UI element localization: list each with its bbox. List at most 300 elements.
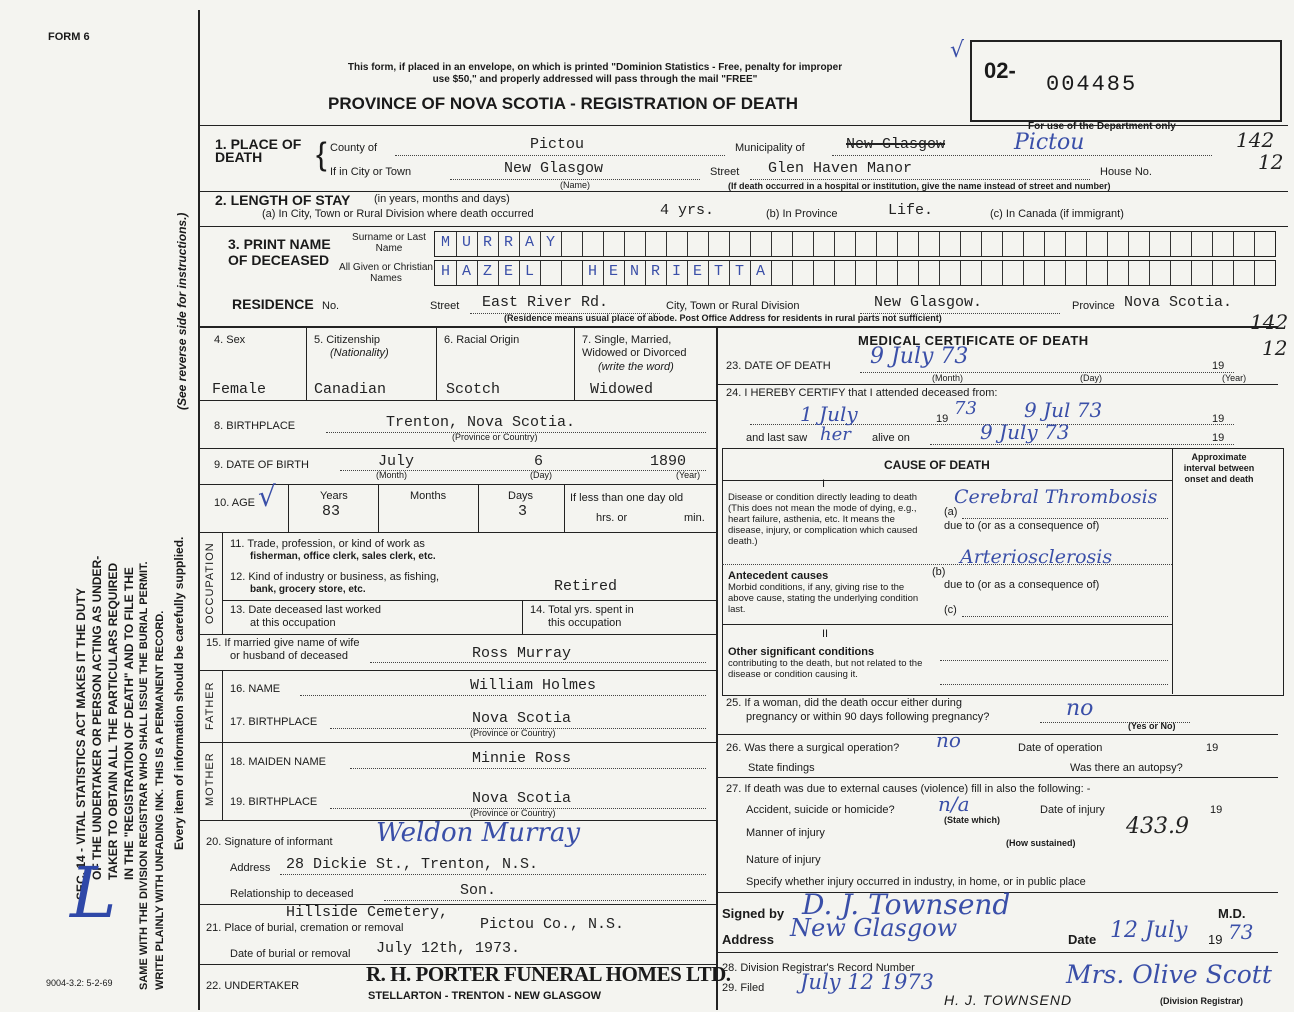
brace: { <box>316 136 327 172</box>
grid-cell-divider <box>939 232 940 256</box>
vertical-rule <box>574 326 575 400</box>
due-to-a: due to (or as a consequence of) <box>944 520 1100 532</box>
attended-from: 1 July <box>800 402 858 426</box>
grid-cell-divider <box>1044 261 1045 285</box>
informant-address: 28 Dickie St., Trenton, N.S. <box>286 856 539 873</box>
relationship-label: Relationship to deceased <box>230 888 354 900</box>
residence-province: Nova Scotia. <box>1124 294 1233 311</box>
relationship-value: Son. <box>460 882 497 899</box>
q22-label: 22. UNDERTAKER <box>206 980 300 992</box>
mother-maiden-value: Minnie Ross <box>472 750 572 767</box>
stay-a-label: (a) In City, Town or Rural Division where death occurred <box>262 208 534 220</box>
grid-cell-divider <box>1044 232 1045 256</box>
margin-code-d: 12 <box>1262 336 1288 360</box>
other-conditions-title: Other significant conditions <box>728 646 875 658</box>
min-label: min. <box>684 512 705 524</box>
name-letter: E <box>608 263 618 280</box>
specify-label: Specify whether injury occurred in industry, in home, or in public place <box>746 876 1086 888</box>
rule <box>198 532 716 533</box>
form-left-border <box>198 10 200 1010</box>
grid-cell-divider <box>918 261 919 285</box>
q18-label: 18. MAIDEN NAME <box>230 756 326 768</box>
form-number: FORM 6 <box>48 31 90 43</box>
vertical-rule <box>222 670 223 820</box>
q25-label: 25. If a woman, did the death occur either during <box>726 697 963 709</box>
grid-cell-divider <box>1149 261 1150 285</box>
grid-cell-divider <box>1233 232 1234 256</box>
municipality-handwritten: Pictou <box>1014 130 1085 155</box>
grid-cell-divider <box>981 232 982 256</box>
rule <box>198 400 716 401</box>
disease-description: Disease or condition directly leading to death (This does not mean the mode of dying, e.g., heart failure, asthenia, etc. It means the disease, injury, or complication which caused death.) <box>728 492 918 547</box>
q14-label: 14. Total yrs. spent in <box>530 604 634 616</box>
municipality-struck: New Glasgow <box>846 136 946 153</box>
postal-note-2: use $50," and properly addressed will pass through the mail "FREE" <box>432 74 758 85</box>
rule <box>222 600 716 601</box>
nineteen-24b: 19 <box>1212 413 1225 425</box>
grid-cell-divider <box>897 232 898 256</box>
rule <box>198 670 716 671</box>
operation-date-label: Date of operation <box>1018 742 1103 754</box>
yes-no-note: (Yes or No) <box>1128 721 1176 731</box>
grid-cell-divider <box>687 232 688 256</box>
q26-label: 26. Was there a surgical operation? <box>726 742 900 754</box>
birthplace-label: 8. BIRTHPLACE <box>214 420 296 432</box>
racial-origin-value: Scotch <box>446 381 501 398</box>
other-conditions-description: contributing to the death, but not related to the disease or condition causing it. <box>728 658 923 680</box>
rule <box>198 125 1288 126</box>
q13-label: 13. Date deceased last worked <box>230 604 382 616</box>
vertical-rule <box>288 484 289 532</box>
year-note: (Year) <box>676 470 701 480</box>
q21-label: 21. Place of burial, cremation or removal <box>206 922 404 934</box>
citizenship-value: Canadian <box>314 381 387 398</box>
how-sustained-note: (How sustained) <box>1006 838 1076 848</box>
alive-on-label: alive on <box>872 432 910 444</box>
name-letter: N <box>629 263 639 280</box>
residence-province-label: Province <box>1072 300 1115 312</box>
grid-cell-divider <box>1128 232 1129 256</box>
residence-street-label: Street <box>430 300 460 312</box>
death-month-note: (Month) <box>932 373 964 383</box>
rule <box>716 384 1278 385</box>
undertaker-stamp-sub: STELLARTON - TRENTON - NEW GLASGOW <box>368 990 602 1002</box>
column-divider <box>716 326 718 1010</box>
grid-cell-divider <box>834 261 835 285</box>
death-date-handwritten: 9 July 73 <box>870 344 969 369</box>
surname-grid <box>434 231 1276 257</box>
place-of-death-label: 1. PLACE OF DEATH <box>215 136 302 165</box>
rule <box>198 326 1278 328</box>
sex-label: 4. Sex <box>214 334 246 346</box>
name-letter: I <box>671 263 681 280</box>
q26-handwritten: no <box>936 728 961 752</box>
grid-cell-divider <box>1002 261 1003 285</box>
name-letter: E <box>692 263 702 280</box>
state-which-note: (State which) <box>944 815 1001 825</box>
name-letter: R <box>503 234 513 251</box>
grid-cell-divider <box>1149 232 1150 256</box>
burial-date: July 12th, 1973. <box>376 940 521 957</box>
grid-cell-divider <box>1254 261 1255 285</box>
grid-cell-divider <box>1086 261 1087 285</box>
roman-2: II <box>822 628 829 640</box>
marital-label: 7. Single, Married, Widowed or Divorced <box>582 334 687 359</box>
undertaker-stamp: R. H. PORTER FUNERAL HOMES LTD. <box>366 962 731 986</box>
side-note-line4: IN THE "REGISTRATION OF DEATH" AND TO FILE THE <box>122 567 136 880</box>
q12-label: 12. Kind of industry or business, as fishing, <box>230 571 440 583</box>
grid-cell-divider <box>834 232 835 256</box>
q27-label: 27. If death was due to external causes (violence) fill in also the following: - <box>726 783 1091 795</box>
attended-from-year: 73 <box>954 398 977 419</box>
name-letter: A <box>524 234 534 251</box>
margin-code-b: 12 <box>1258 150 1284 174</box>
month-note: (Month) <box>376 470 408 480</box>
vertical-rule <box>522 600 523 634</box>
grid-cell-divider <box>771 232 772 256</box>
dob-day: 6 <box>534 453 544 470</box>
name-letter: R <box>482 234 492 251</box>
check-mark: √ <box>258 480 276 513</box>
name-letter: L <box>524 263 534 280</box>
dotted-line <box>280 874 706 875</box>
dotted-line <box>750 179 1090 180</box>
department-use-label: For use of the Department only <box>1028 121 1176 132</box>
residence-note: (Residence means usual place of abode. Post Office Address for residents in rural parts not sufficient) <box>504 313 942 323</box>
burial-place-line2: Pictou Co., N.S. <box>480 916 625 933</box>
physician-signature: D. J. Townsend <box>802 888 1011 921</box>
q11-sub: fisherman, office clerk, sales clerk, etc. <box>250 551 436 562</box>
interval-label: Approximate interval between onset and death <box>1183 452 1255 484</box>
nineteen-26: 19 <box>1206 742 1219 754</box>
q15-label: 15. If married give name of wife <box>206 637 360 649</box>
death-year-note: (Year) <box>1222 373 1247 383</box>
grid-cell-divider <box>855 232 856 256</box>
father-birthplace-value: Nova Scotia <box>472 710 572 727</box>
vertical-rule <box>306 326 307 400</box>
registration-prefix: 02- <box>984 58 1016 83</box>
grid-cell-divider <box>666 232 667 256</box>
rule <box>198 191 1288 192</box>
stay-b-label: (b) In Province <box>766 208 838 220</box>
rule <box>716 734 1278 735</box>
day-note: (Day) <box>530 470 552 480</box>
filed-stamp: H. J. TOWNSEND <box>944 992 1073 1008</box>
grid-cell-divider <box>813 261 814 285</box>
municipality-label: Municipality of <box>735 142 805 154</box>
city-label: If in City or Town <box>330 166 412 178</box>
manner-label: Manner of injury <box>746 827 825 839</box>
date-of-birth-label: 9. DATE OF BIRTH <box>214 459 309 471</box>
years-label: Years <box>320 490 348 502</box>
marital-value: Widowed <box>590 381 654 398</box>
physician-date: 12 July <box>1110 918 1188 943</box>
stay-a-value: 4 yrs. <box>660 202 715 219</box>
days-label: Days <box>508 490 534 502</box>
surname-label: Surname or Last Name <box>352 232 426 254</box>
grid-cell-divider <box>540 261 541 285</box>
street-value: Glen Haven Manor <box>768 160 913 177</box>
q20-label: 20. Signature of informant <box>206 836 333 848</box>
side-note-line6: WRITE PLAINLY WITH UNFADING INK. THIS IS A PERMANENT RECORD. <box>154 610 166 990</box>
antecedent-title: Antecedent causes <box>728 570 829 582</box>
grid-cell-divider <box>813 232 814 256</box>
physician-date-label: Date <box>1068 932 1097 947</box>
given-names-grid <box>434 260 1276 286</box>
grid-cell-divider <box>1023 261 1024 285</box>
grid-cell-divider <box>1212 261 1213 285</box>
nineteen-24c: 19 <box>1212 432 1225 444</box>
residence-street: East River Rd. <box>482 294 609 311</box>
grid-cell-divider <box>792 232 793 256</box>
nineteen-27: 19 <box>1210 804 1223 816</box>
name-letter: H <box>440 263 450 280</box>
q25-sub: pregnancy or within 90 days following pregnancy? <box>746 711 990 723</box>
vertical-rule <box>378 484 379 532</box>
father-prov-note: (Province or Country) <box>470 728 556 738</box>
side-note-line5: SAME WITH THE DIVISION REGISTRAR WHO SHALL ISSUE THE BURIAL PERMIT. <box>138 561 150 990</box>
grid-cell-divider <box>1254 232 1255 256</box>
nineteen-24a: 19 <box>936 413 949 425</box>
grid-cell-divider <box>960 261 961 285</box>
division-registrar-note: (Division Registrar) <box>1160 996 1244 1006</box>
house-label: House No. <box>1100 166 1152 178</box>
q27-handwritten: n/a <box>938 792 970 816</box>
grid-cell-divider <box>729 232 730 256</box>
grid-cell-divider <box>561 232 562 256</box>
vertical-rule <box>436 326 437 400</box>
vertical-rule <box>1172 448 1173 694</box>
q19-label: 19. BIRTHPLACE <box>230 796 318 808</box>
physician-year: 73 <box>1228 920 1254 944</box>
rule <box>722 480 1172 481</box>
mother-side-label: MOTHER <box>204 752 216 806</box>
q13-sub: at this occupation <box>250 617 336 629</box>
citizenship-label: 5. Citizenship <box>314 334 381 346</box>
q23-label: 23. DATE OF DEATH <box>726 360 831 372</box>
last-saw-label: and last saw <box>746 432 808 444</box>
signed-by-label: Signed by <box>722 906 785 921</box>
dotted-line <box>940 684 1168 685</box>
name-letter: R <box>650 263 660 280</box>
md-label: M.D. <box>1218 906 1246 921</box>
county-value: Pictou <box>530 136 585 153</box>
father-name-value: William Holmes <box>470 677 597 694</box>
marital-sub: (write the word) <box>598 361 674 373</box>
county-label: County of <box>330 142 378 154</box>
dotted-line <box>395 155 725 156</box>
side-note-line7: Every item of information should be carefully supplied. <box>172 536 186 850</box>
print-code: 9004-3.2: 5-2-69 <box>46 978 113 988</box>
findings-label: State findings <box>748 762 815 774</box>
attended-to: 9 Jul 73 <box>1024 398 1103 422</box>
grid-cell-divider <box>1086 232 1087 256</box>
autopsy-label: Was there an autopsy? <box>1070 762 1183 774</box>
rule <box>198 904 716 905</box>
dob-month: July <box>378 453 415 470</box>
cause-a-marker: (a) <box>944 506 958 518</box>
physician-address-label: Address <box>722 932 775 947</box>
age-label: 10. AGE <box>214 497 255 509</box>
q17-label: 17. BIRTHPLACE <box>230 716 318 728</box>
q11-label: 11. Trade, profession, or kind of work as <box>230 538 425 550</box>
medical-certificate-title: MEDICAL CERTIFICATE OF DEATH <box>858 333 1089 348</box>
registrar-signature: Mrs. Olive Scott <box>1066 960 1272 989</box>
mother-birthplace-value: Nova Scotia <box>472 790 572 807</box>
registration-number: 004485 <box>1046 72 1138 97</box>
residence-no-label: No. <box>322 300 340 312</box>
name-letter: U <box>461 234 471 251</box>
side-note-line2: OF THE UNDERTAKER OR PERSON ACTING AS UNDER- <box>90 555 104 880</box>
grid-cell-divider <box>624 232 625 256</box>
dotted-line <box>940 660 1168 661</box>
burial-place-line1: Hillside Cemetery, <box>286 904 449 921</box>
alive-on-handwritten: 9 July 73 <box>980 420 1070 444</box>
grid-cell-divider <box>1170 261 1171 285</box>
length-of-stay-sub: (in years, months and days) <box>374 193 510 205</box>
grid-cell-divider <box>939 261 940 285</box>
antecedent-description: Morbid conditions, if any, giving rise to the above cause, stating the underlying condition last. <box>728 582 919 615</box>
residence-city-label: City, Town or Rural Division <box>666 300 800 312</box>
occupation-side-label: OCCUPATION <box>204 542 216 624</box>
side-note-line1: SEC. 14 - VITAL STATISTICS ACT MAKES IT THE DUTY <box>74 587 88 900</box>
q15-sub: or husband of deceased <box>230 650 349 662</box>
informant-signature: Weldon Murray <box>376 818 581 848</box>
city-value: New Glasgow <box>504 160 604 177</box>
him-her-handwritten: her <box>820 424 851 445</box>
roman-1: I <box>822 478 826 490</box>
grid-cell-divider <box>1065 261 1066 285</box>
rule <box>198 448 716 449</box>
age-years-value: 83 <box>322 503 341 520</box>
racial-origin-label: 6. Racial Origin <box>444 334 520 346</box>
grid-cell-divider <box>1233 261 1234 285</box>
grid-cell-divider <box>1107 261 1108 285</box>
name-letter: Y <box>545 234 555 251</box>
grid-cell-divider <box>792 261 793 285</box>
name-letter: H <box>587 263 597 280</box>
grid-cell-divider <box>1065 232 1066 256</box>
father-side-label: FATHER <box>204 681 216 730</box>
grid-cell-divider <box>918 232 919 256</box>
dotted-line <box>962 518 1168 519</box>
rule <box>716 777 1278 778</box>
cause-of-death-title: CAUSE OF DEATH <box>884 458 990 472</box>
age-days-value: 3 <box>518 503 528 520</box>
grid-cell-divider <box>603 232 604 256</box>
months-label: Months <box>410 490 447 502</box>
q14-sub: this occupation <box>548 617 622 629</box>
grid-cell-divider <box>876 232 877 256</box>
injury-date-label: Date of injury <box>1040 804 1105 816</box>
print-name-label: 3. PRINT NAME OF DECEASED <box>228 236 331 268</box>
hrs-label: hrs. or <box>596 512 628 524</box>
stay-c-label: (c) In Canada (if immigrant) <box>990 208 1124 220</box>
name-letter: Z <box>482 263 492 280</box>
residence-city: New Glasgow. <box>874 294 983 311</box>
street-label: Street <box>710 166 740 178</box>
q12-value: Retired <box>554 578 618 595</box>
death-day-note: (Day) <box>1080 373 1102 383</box>
check-mark: √ <box>950 38 965 63</box>
grid-cell-divider <box>1023 232 1024 256</box>
stay-b-value: Life. <box>888 202 934 219</box>
cause-code: 433.9 <box>1126 814 1189 839</box>
grid-cell-divider <box>1191 261 1192 285</box>
grid-cell-divider <box>582 232 583 256</box>
margin-code-c: 142 <box>1250 310 1289 334</box>
hospital-note: (If death occurred in a hospital or institution, give the name instead of street and number) <box>728 181 1111 191</box>
q24-label: 24. I HEREBY CERTIFY that I attended deceased from: <box>726 387 998 399</box>
accident-label: Accident, suicide or homicide? <box>746 804 895 816</box>
initial-mark: L <box>70 852 117 934</box>
grid-cell-divider <box>981 261 982 285</box>
form-title: PROVINCE OF NOVA SCOTIA - REGISTRATION OF DEATH <box>328 94 799 113</box>
grid-cell-divider <box>855 261 856 285</box>
q25-handwritten: no <box>1066 696 1094 721</box>
grid-cell-divider <box>561 261 562 285</box>
grid-cell-divider <box>1191 232 1192 256</box>
postal-note-1: This form, if placed in an envelope, on which is printed "Dominion Statistics - Free, penalty for improper <box>347 62 843 73</box>
filed-date: July 12 1973 <box>800 970 935 994</box>
grid-cell-divider <box>750 232 751 256</box>
grid-cell-divider <box>708 232 709 256</box>
name-letter: M <box>440 234 450 251</box>
vertical-rule <box>478 484 479 532</box>
burial-date-label: Date of burial or removal <box>230 948 351 960</box>
grid-cell-divider <box>1128 261 1129 285</box>
given-names-label: All Given or Christian Names <box>339 262 433 284</box>
grid-cell-divider <box>1002 232 1003 256</box>
name-letter: A <box>755 263 765 280</box>
nineteen-23: 19 <box>1212 360 1225 372</box>
cause-b-marker: (b) <box>932 566 946 578</box>
name-letter: T <box>734 263 744 280</box>
grid-cell-divider <box>1212 232 1213 256</box>
grid-cell-divider <box>1170 232 1171 256</box>
sex-value: Female <box>212 381 267 398</box>
q16-label: 16. NAME <box>230 683 281 695</box>
margin-code-a: 142 <box>1236 128 1275 152</box>
physician-address: New Glasgow <box>790 914 958 942</box>
grid-cell-divider <box>645 232 646 256</box>
grid-cell-divider <box>960 232 961 256</box>
nineteen-sig: 19 <box>1208 932 1223 947</box>
rule <box>722 624 1172 625</box>
birthplace-value: Trenton, Nova Scotia. <box>386 414 576 431</box>
cause-a-handwritten: Cerebral Thrombosis <box>954 486 1158 508</box>
q29-label: 29. Filed <box>722 982 765 994</box>
name-letter: T <box>713 263 723 280</box>
rule <box>198 634 716 635</box>
name-note: (Name) <box>560 180 591 190</box>
side-note-line8: (See reverse side for instructions.) <box>175 212 189 410</box>
grid-cell-divider <box>1107 232 1108 256</box>
prov-country-note: (Province or Country) <box>452 432 538 442</box>
dotted-line <box>930 444 1234 445</box>
spouse-value: Ross Murray <box>472 645 572 662</box>
dotted-line <box>350 768 706 769</box>
q12-sub: bank, grocery store, etc. <box>250 584 366 595</box>
grid-cell-divider <box>897 261 898 285</box>
length-of-stay-label: 2. LENGTH OF STAY <box>215 192 351 208</box>
vertical-rule <box>564 484 565 532</box>
rule <box>716 952 1278 953</box>
dotted-line <box>300 695 706 696</box>
cause-c-marker: (c) <box>944 604 957 616</box>
grid-cell-divider <box>771 261 772 285</box>
dob-year: 1890 <box>650 453 687 470</box>
